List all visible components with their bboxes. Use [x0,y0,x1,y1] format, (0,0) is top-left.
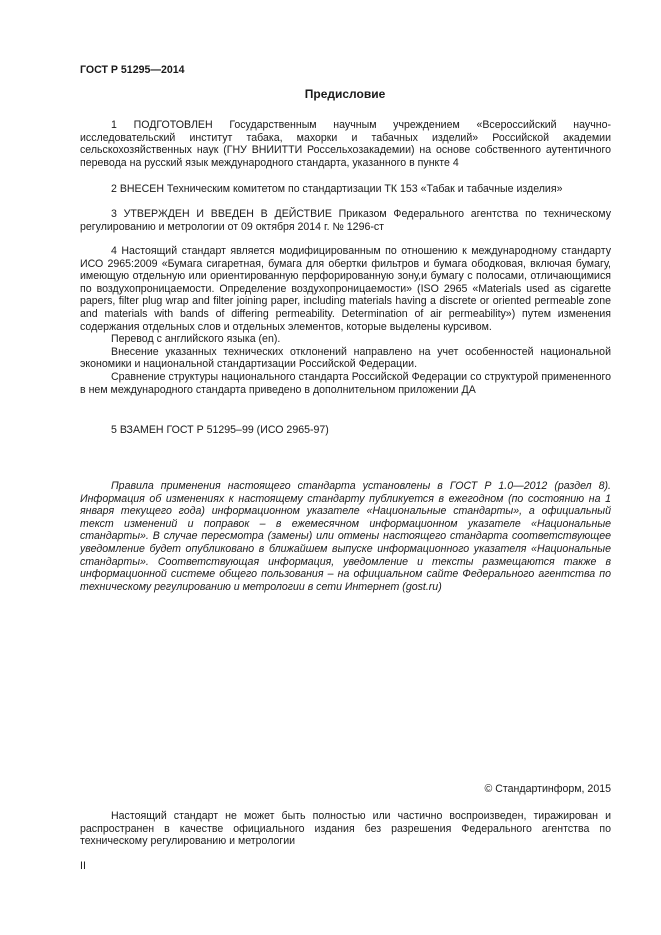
reproduction-notice-text: Настоящий стандарт не может быть полностью или частично воспроизведен, тиражирован и распространен в качестве официального издания без разрешения Федерального агентства по техническому регулированию и метрологии [80,810,611,848]
application-notice-text: Правила применения настоящего стандарта установлены в ГОСТ Р 1.0—2012 (раздел 8). Информация об изменениях к настоящему стандарту публикуется в ежегодном (по состоянию на 1 января текущего года) информационном указателе «Национальные стандарты», а официальный текст изменений и поправок – в ежемесячном информационном указателе «Национальные стандарты». В случае пересмотра (замены) или отмены настоящего стандарта соответствующее уведомление будет опубликовано в ближайшем выпуске информационного указателя «Национальные стандарты». Соответствующая информация, уведомление и тексты размещаются также в информационной системе общего пользования – на официальном сайте Федерального агентства по техническому регулированию и метрологии в сети Интернет (gost.ru) [80,480,611,593]
section-2-text: 2 ВНЕСЕН Техническим комитетом по стандартизации ТК 153 «Табак и табачные изделия» [111,183,563,195]
section-5 [80,424,611,437]
section-1 [80,119,611,169]
section-3 [80,208,611,233]
section-4-paragraph-4: Сравнение структуры национального стандарта Российской Федерации со структурой примененного в нем международного стандарта приведено в дополнительном приложении ДА [80,370,611,396]
reproduction-notice [80,810,611,848]
section-4-paragraph-1: 4 Настоящий стандарт является модифицированным по отношению к международному стандарту ИСО 2965:2009 «Бумага сигаретная, бумага для обертки фильтров и бумага ободковая, включая бумагу, имеющую отдельную или ориентированную перфорированную зону,и бумагу с полосами, отличающимися по воздухопроницаемости. Определение воздухопроницаемости» (ISO 2965 «Materials used as cigarette papers, filter plug wrap and filter joining paper, including materials having a discrete or oriented permeable zone and materials with bands of differing permeability. Determination of air permeability») путем изменения содержания отдельных слов и отдельных элементов, которые выделены курсивом. [80,245,611,333]
section-4-paragraph-3: Внесение указанных технических отклонений направлено на учет особенностей национальной экономики и национальной стандартизации Российской Федерации. [80,345,611,371]
copyright-line: © Стандартинформ, 2015 [484,783,611,795]
section-4 [80,245,611,396]
section-5-text: 5 ВЗАМЕН ГОСТ Р 51295–99 (ИСО 2965-97) [111,424,329,436]
application-notice [80,480,611,593]
page-title: Предисловие [304,87,386,101]
page-number: II [80,860,86,872]
document-id-header: ГОСТ Р 51295—2014 [80,64,185,76]
section-2 [80,183,611,196]
section-1-text: 1 ПОДГОТОВЛЕН Государственным научным учреждением «Всероссийский научно-исследовательский институт табака, махорки и табачных изделий» Российской академии сельскохозяйственных наук (ГНУ ВНИИТТИ Россельхозакадемии) на основе собственного аутентичного перевода на русский язык международного стандарта, указанного в пункте 4 [80,119,611,169]
section-4-paragraph-2: Перевод с английского языка (en). [111,333,281,346]
section-3-text: 3 УТВЕРЖДЕН И ВВЕДЕН В ДЕЙСТВИЕ Приказом Федерального агентства по техническому регулированию и метрологии от 09 октября 2014 г. № 1296-ст [80,208,611,233]
